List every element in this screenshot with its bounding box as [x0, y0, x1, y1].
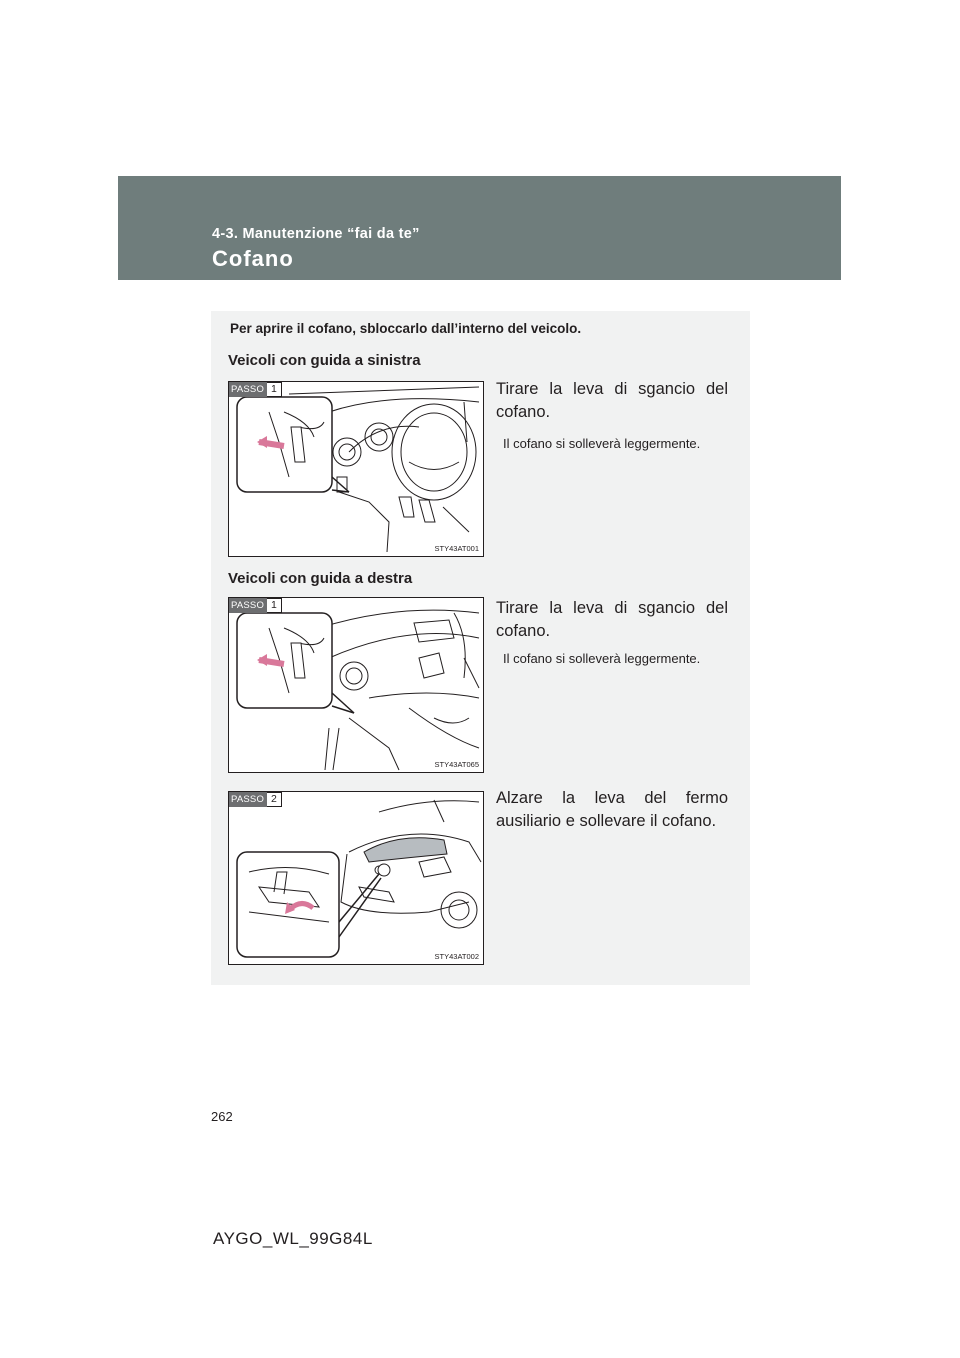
step-1-text-lhd: Tirare la leva di sgancio del cofano.	[496, 380, 728, 421]
step-1-note-rhd: Il cofano si solleverà leggermente.	[503, 651, 701, 666]
step-badge: PASSO 1	[229, 598, 282, 613]
figure-auxiliary-catch	[228, 791, 484, 965]
content-panel	[211, 311, 750, 985]
chapter-header	[118, 176, 841, 280]
figure-code: STY43AT002	[434, 952, 479, 961]
figure-rhd-release-lever	[228, 597, 484, 773]
step-badge: PASSO 2	[229, 792, 282, 807]
page-title: Cofano	[212, 246, 294, 271]
section-label: 4-3. Manutenzione “fai da te”	[212, 226, 420, 242]
auxiliary-catch-lever-icon	[229, 792, 483, 964]
document-code: AYGO_WL_99G84L	[213, 1229, 373, 1248]
step-2-text: Alzare la leva del fermo ausiliario e sollevare il cofano.	[496, 789, 728, 830]
step-1-text-rhd: Tirare la leva di sgancio del cofano.	[496, 599, 728, 640]
section-heading-lhd: Veicoli con guida a sinistra	[228, 352, 421, 369]
step-1-note-lhd: Il cofano si solleverà leggermente.	[503, 436, 701, 451]
hood-release-lever-lhd-icon	[229, 382, 483, 556]
figure-lhd-release-lever	[228, 381, 484, 557]
step-badge: PASSO 1	[229, 382, 282, 397]
section-heading-rhd: Veicoli con guida a destra	[228, 570, 413, 587]
figure-code: STY43AT001	[434, 544, 479, 553]
intro-text: Per aprire il cofano, sbloccarlo dall’interno del veicolo.	[230, 321, 582, 336]
figure-code: STY43AT065	[434, 760, 479, 769]
page-number: 262	[211, 1109, 233, 1124]
hood-release-lever-rhd-icon	[229, 598, 483, 772]
